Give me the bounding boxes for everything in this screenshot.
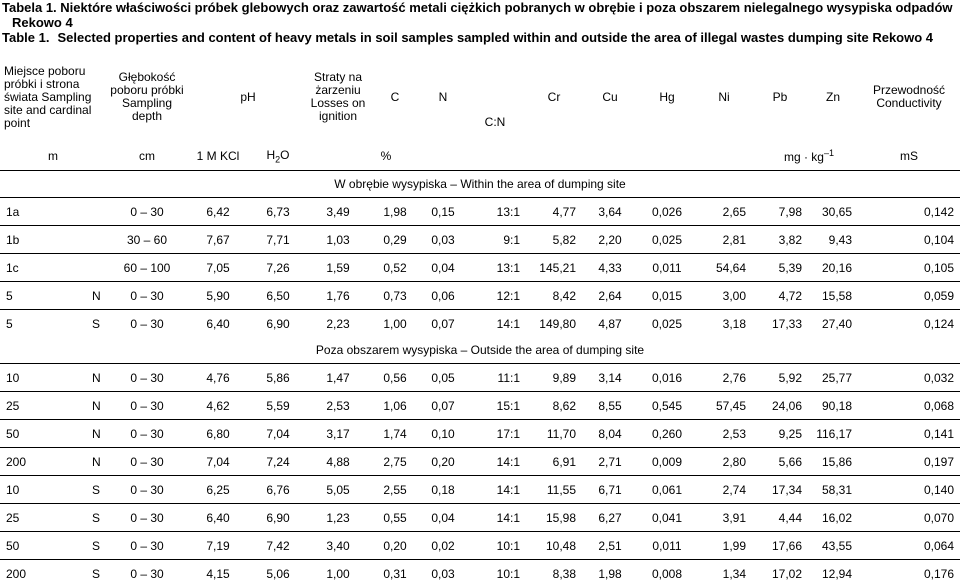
cell-c: 0,31 bbox=[368, 560, 422, 587]
cell-cn: 12:1 bbox=[464, 282, 526, 310]
cell-h2o: 5,86 bbox=[248, 364, 308, 392]
cell-cr: 4,77 bbox=[526, 198, 582, 226]
cell-cond: 0,142 bbox=[858, 198, 960, 226]
table-row bbox=[0, 392, 960, 420]
cell-ni: 2,65 bbox=[696, 198, 752, 226]
cell-cr: 8,42 bbox=[526, 282, 582, 310]
table-row bbox=[0, 476, 960, 504]
cell-loi: 1,23 bbox=[308, 504, 368, 532]
unit-percent: % bbox=[308, 142, 464, 171]
cell-cu: 8,04 bbox=[582, 420, 638, 448]
cell-cond: 0,068 bbox=[858, 392, 960, 420]
cell-dir: S bbox=[86, 532, 106, 560]
unit-mgkg-text: mg · kg bbox=[784, 150, 824, 164]
cell-loi: 2,53 bbox=[308, 392, 368, 420]
cell-dir: S bbox=[86, 504, 106, 532]
cell-cn: 17:1 bbox=[464, 420, 526, 448]
cell-cond: 0,059 bbox=[858, 282, 960, 310]
table-row bbox=[0, 226, 960, 254]
header-row bbox=[0, 52, 960, 142]
cell-c: 2,55 bbox=[368, 476, 422, 504]
cell-c: 2,75 bbox=[368, 448, 422, 476]
cell-hg: 0,061 bbox=[638, 476, 696, 504]
cell-cr: 10,48 bbox=[526, 532, 582, 560]
cell-h2o: 6,50 bbox=[248, 282, 308, 310]
cell-depth: 0 – 30 bbox=[106, 504, 188, 532]
cell-dir bbox=[86, 198, 106, 226]
unit-site: m bbox=[0, 142, 106, 171]
table-caption-polish: Tabela 1. Niektóre właściwości próbek glebowych oraz zawartość metali ciężkich pobranych w obrębie i poza obszarem nielegalnego wysypiska odpadów bbox=[2, 0, 953, 15]
cell-dir bbox=[86, 254, 106, 282]
cell-kcl: 7,04 bbox=[188, 448, 248, 476]
cell-kcl: 6,40 bbox=[188, 310, 248, 338]
cell-zn: 20,16 bbox=[808, 254, 858, 282]
table-caption-polish-line2: Rekowo 4 bbox=[12, 15, 73, 30]
header-site: Miejsce poboru próbki i strona świata Sampling site and cardinal point bbox=[0, 52, 106, 142]
cell-cn: 11:1 bbox=[464, 364, 526, 392]
cell-zn: 12,94 bbox=[808, 560, 858, 587]
unit-h2o bbox=[248, 142, 308, 171]
cell-kcl: 6,42 bbox=[188, 198, 248, 226]
cell-cu: 4,87 bbox=[582, 310, 638, 338]
cell-cu: 8,55 bbox=[582, 392, 638, 420]
cell-cond: 0,197 bbox=[858, 448, 960, 476]
cell-kcl: 6,80 bbox=[188, 420, 248, 448]
cell-loi: 3,40 bbox=[308, 532, 368, 560]
unit-ms: mS bbox=[858, 142, 960, 171]
cell-cu: 1,98 bbox=[582, 560, 638, 587]
cell-pb: 5,39 bbox=[752, 254, 808, 282]
header-cn: C:N bbox=[464, 52, 526, 171]
header-ni: Ni bbox=[696, 52, 752, 142]
cell-c: 0,73 bbox=[368, 282, 422, 310]
cell-c: 0,52 bbox=[368, 254, 422, 282]
cell-site: 25 bbox=[0, 392, 86, 420]
cell-site: 200 bbox=[0, 560, 86, 587]
cell-kcl: 5,90 bbox=[188, 282, 248, 310]
cell-cu: 2,71 bbox=[582, 448, 638, 476]
cell-h2o: 6,90 bbox=[248, 310, 308, 338]
header-cu: Cu bbox=[582, 52, 638, 142]
cell-ni: 3,00 bbox=[696, 282, 752, 310]
cell-n: 0,03 bbox=[422, 560, 464, 587]
cell-cn: 9:1 bbox=[464, 226, 526, 254]
cell-loi: 4,88 bbox=[308, 448, 368, 476]
cell-ni: 2,76 bbox=[696, 364, 752, 392]
cell-hg: 0,026 bbox=[638, 198, 696, 226]
unit-depth: cm bbox=[106, 142, 188, 171]
cell-depth: 0 – 30 bbox=[106, 560, 188, 587]
cell-loi: 1,76 bbox=[308, 282, 368, 310]
cell-ni: 3,18 bbox=[696, 310, 752, 338]
cell-cn: 15:1 bbox=[464, 392, 526, 420]
header-ph: pH bbox=[188, 52, 308, 142]
unit-mgkg-sup: –1 bbox=[824, 148, 834, 158]
cell-zn: 58,31 bbox=[808, 476, 858, 504]
cell-c: 0,29 bbox=[368, 226, 422, 254]
cell-pb: 17,34 bbox=[752, 476, 808, 504]
cell-depth: 0 – 30 bbox=[106, 198, 188, 226]
cell-n: 0,03 bbox=[422, 226, 464, 254]
cell-loi: 3,49 bbox=[308, 198, 368, 226]
cell-n: 0,06 bbox=[422, 282, 464, 310]
cell-hg: 0,016 bbox=[638, 364, 696, 392]
cell-depth: 0 – 30 bbox=[106, 392, 188, 420]
cell-h2o: 7,04 bbox=[248, 420, 308, 448]
cell-dir bbox=[86, 226, 106, 254]
cell-h2o: 6,73 bbox=[248, 198, 308, 226]
cell-dir: S bbox=[86, 476, 106, 504]
header-n: N bbox=[422, 52, 464, 142]
header-conductivity: Przewodność Conductivity bbox=[858, 52, 960, 142]
section-within-label: W obrębie wysypiska – Within the area of dumping site bbox=[0, 171, 960, 198]
cell-cn: 14:1 bbox=[464, 476, 526, 504]
cell-dir: N bbox=[86, 364, 106, 392]
cell-n: 0,18 bbox=[422, 476, 464, 504]
cell-hg: 0,545 bbox=[638, 392, 696, 420]
cell-cu: 2,51 bbox=[582, 532, 638, 560]
cell-cu: 6,27 bbox=[582, 504, 638, 532]
outside-rows bbox=[0, 364, 960, 587]
cell-cond: 0,141 bbox=[858, 420, 960, 448]
cell-cn: 14:1 bbox=[464, 310, 526, 338]
cell-n: 0,10 bbox=[422, 420, 464, 448]
table-row bbox=[0, 448, 960, 476]
cell-dir: N bbox=[86, 392, 106, 420]
cell-ni: 57,45 bbox=[696, 392, 752, 420]
cell-cr: 6,91 bbox=[526, 448, 582, 476]
cell-kcl: 6,40 bbox=[188, 504, 248, 532]
cell-cr: 9,89 bbox=[526, 364, 582, 392]
cell-pb: 24,06 bbox=[752, 392, 808, 420]
cell-cr: 149,80 bbox=[526, 310, 582, 338]
cell-cr: 5,82 bbox=[526, 226, 582, 254]
cell-pb: 3,82 bbox=[752, 226, 808, 254]
cell-cn: 14:1 bbox=[464, 448, 526, 476]
header-hg: Hg bbox=[638, 52, 696, 142]
header-pb: Pb bbox=[752, 52, 808, 142]
cell-hg: 0,025 bbox=[638, 226, 696, 254]
cell-zn: 9,43 bbox=[808, 226, 858, 254]
cell-cn: 13:1 bbox=[464, 198, 526, 226]
cell-cond: 0,105 bbox=[858, 254, 960, 282]
cell-zn: 15,58 bbox=[808, 282, 858, 310]
cell-pb: 5,92 bbox=[752, 364, 808, 392]
cell-loi: 1,47 bbox=[308, 364, 368, 392]
cell-depth: 30 – 60 bbox=[106, 226, 188, 254]
cell-loi: 1,00 bbox=[308, 560, 368, 587]
cell-n: 0,15 bbox=[422, 198, 464, 226]
within-rows bbox=[0, 198, 960, 338]
cell-c: 0,20 bbox=[368, 532, 422, 560]
cell-n: 0,07 bbox=[422, 310, 464, 338]
cell-ni: 2,80 bbox=[696, 448, 752, 476]
table-row bbox=[0, 560, 960, 587]
cell-cu: 4,33 bbox=[582, 254, 638, 282]
cell-site: 50 bbox=[0, 532, 86, 560]
cell-depth: 0 – 30 bbox=[106, 476, 188, 504]
header-c: C bbox=[368, 52, 422, 142]
cell-loi: 2,23 bbox=[308, 310, 368, 338]
cell-h2o: 6,90 bbox=[248, 504, 308, 532]
cell-depth: 60 – 100 bbox=[106, 254, 188, 282]
cell-c: 1,98 bbox=[368, 198, 422, 226]
cell-pb: 17,02 bbox=[752, 560, 808, 587]
cell-cond: 0,064 bbox=[858, 532, 960, 560]
cell-ni: 1,34 bbox=[696, 560, 752, 587]
cell-pb: 17,66 bbox=[752, 532, 808, 560]
cell-h2o: 7,24 bbox=[248, 448, 308, 476]
cell-cn: 10:1 bbox=[464, 560, 526, 587]
cell-hg: 0,011 bbox=[638, 532, 696, 560]
header-loi: Straty na żarzeniu Losses on ignition bbox=[308, 52, 368, 142]
cell-n: 0,04 bbox=[422, 254, 464, 282]
table-row bbox=[0, 420, 960, 448]
cell-hg: 0,011 bbox=[638, 254, 696, 282]
table-row bbox=[0, 198, 960, 226]
cell-cr: 11,70 bbox=[526, 420, 582, 448]
cell-site: 1c bbox=[0, 254, 86, 282]
cell-ni: 54,64 bbox=[696, 254, 752, 282]
cell-ni: 2,74 bbox=[696, 476, 752, 504]
cell-depth: 0 – 30 bbox=[106, 448, 188, 476]
cell-zn: 27,40 bbox=[808, 310, 858, 338]
table-row bbox=[0, 532, 960, 560]
cell-cu: 3,14 bbox=[582, 364, 638, 392]
caption-english-text: Selected properties and content of heavy metals in soil samples sampled within and outside the area of illegal wastes dumping site Rekowo 4 bbox=[57, 30, 933, 45]
cell-loi: 1,03 bbox=[308, 226, 368, 254]
unit-h2o-h: H bbox=[266, 148, 275, 162]
cell-cn: 10:1 bbox=[464, 532, 526, 560]
cell-dir: N bbox=[86, 448, 106, 476]
cell-site: 200 bbox=[0, 448, 86, 476]
table-row bbox=[0, 310, 960, 338]
cell-hg: 0,025 bbox=[638, 310, 696, 338]
cell-kcl: 4,62 bbox=[188, 392, 248, 420]
cell-ni: 1,99 bbox=[696, 532, 752, 560]
header-depth: Głębokość poboru próbki Sampling depth bbox=[106, 52, 188, 142]
cell-cond: 0,176 bbox=[858, 560, 960, 587]
cell-n: 0,05 bbox=[422, 364, 464, 392]
cell-zn: 16,02 bbox=[808, 504, 858, 532]
table-row bbox=[0, 282, 960, 310]
cell-pb: 5,66 bbox=[752, 448, 808, 476]
cell-c: 1,06 bbox=[368, 392, 422, 420]
cell-zn: 90,18 bbox=[808, 392, 858, 420]
cell-ni: 2,81 bbox=[696, 226, 752, 254]
cell-h2o: 5,59 bbox=[248, 392, 308, 420]
cell-dir: S bbox=[86, 560, 106, 587]
cell-dir: N bbox=[86, 420, 106, 448]
cell-hg: 0,008 bbox=[638, 560, 696, 587]
cell-zn: 30,65 bbox=[808, 198, 858, 226]
cell-kcl: 6,25 bbox=[188, 476, 248, 504]
cell-cr: 15,98 bbox=[526, 504, 582, 532]
cell-loi: 1,59 bbox=[308, 254, 368, 282]
cell-depth: 0 – 30 bbox=[106, 282, 188, 310]
cell-dir: N bbox=[86, 282, 106, 310]
cell-hg: 0,015 bbox=[638, 282, 696, 310]
cell-h2o: 5,06 bbox=[248, 560, 308, 587]
section-row-within bbox=[0, 171, 960, 198]
cell-cr: 8,38 bbox=[526, 560, 582, 587]
cell-h2o: 6,76 bbox=[248, 476, 308, 504]
cell-hg: 0,260 bbox=[638, 420, 696, 448]
cell-pb: 7,98 bbox=[752, 198, 808, 226]
unit-h2o-sub: 2 bbox=[275, 154, 280, 164]
cell-n: 0,02 bbox=[422, 532, 464, 560]
section-row-outside bbox=[0, 337, 960, 364]
cell-depth: 0 – 30 bbox=[106, 532, 188, 560]
cell-zn: 116,17 bbox=[808, 420, 858, 448]
cell-ni: 2,53 bbox=[696, 420, 752, 448]
cell-zn: 43,55 bbox=[808, 532, 858, 560]
cell-kcl: 4,15 bbox=[188, 560, 248, 587]
cell-cr: 145,21 bbox=[526, 254, 582, 282]
cell-pb: 4,44 bbox=[752, 504, 808, 532]
cell-cn: 14:1 bbox=[464, 504, 526, 532]
cell-zn: 15,86 bbox=[808, 448, 858, 476]
cell-kcl: 7,67 bbox=[188, 226, 248, 254]
caption-table-number: Table 1. bbox=[2, 30, 49, 45]
cell-n: 0,20 bbox=[422, 448, 464, 476]
cell-cn: 13:1 bbox=[464, 254, 526, 282]
cell-site: 1a bbox=[0, 198, 86, 226]
table-caption-english bbox=[2, 30, 933, 45]
cell-cu: 6,71 bbox=[582, 476, 638, 504]
cell-depth: 0 – 30 bbox=[106, 364, 188, 392]
cell-pb: 17,33 bbox=[752, 310, 808, 338]
unit-mgkg bbox=[526, 142, 858, 171]
cell-cu: 3,64 bbox=[582, 198, 638, 226]
cell-cond: 0,124 bbox=[858, 310, 960, 338]
cell-c: 0,56 bbox=[368, 364, 422, 392]
soil-properties-table bbox=[0, 52, 960, 587]
cell-depth: 0 – 30 bbox=[106, 310, 188, 338]
table-row bbox=[0, 504, 960, 532]
table-row bbox=[0, 364, 960, 392]
cell-h2o: 7,26 bbox=[248, 254, 308, 282]
unit-kcl: 1 M KCl bbox=[188, 142, 248, 171]
cell-loi: 5,05 bbox=[308, 476, 368, 504]
header-zn: Zn bbox=[808, 52, 858, 142]
cell-hg: 0,009 bbox=[638, 448, 696, 476]
cell-dir: S bbox=[86, 310, 106, 338]
cell-site: 5 bbox=[0, 310, 86, 338]
unit-h2o-o: O bbox=[280, 148, 289, 162]
cell-site: 1b bbox=[0, 226, 86, 254]
cell-c: 0,55 bbox=[368, 504, 422, 532]
table-row bbox=[0, 254, 960, 282]
cell-depth: 0 – 30 bbox=[106, 420, 188, 448]
cell-site: 10 bbox=[0, 476, 86, 504]
cell-kcl: 7,05 bbox=[188, 254, 248, 282]
cell-cr: 11,55 bbox=[526, 476, 582, 504]
cell-hg: 0,041 bbox=[638, 504, 696, 532]
cell-site: 25 bbox=[0, 504, 86, 532]
header-cr: Cr bbox=[526, 52, 582, 142]
cell-pb: 9,25 bbox=[752, 420, 808, 448]
cell-ni: 3,91 bbox=[696, 504, 752, 532]
cell-c: 1,00 bbox=[368, 310, 422, 338]
cell-site: 10 bbox=[0, 364, 86, 392]
cell-pb: 4,72 bbox=[752, 282, 808, 310]
section-outside-label: Poza obszarem wysypiska – Outside the area of dumping site bbox=[0, 337, 960, 364]
cell-cond: 0,104 bbox=[858, 226, 960, 254]
cell-cond: 0,032 bbox=[858, 364, 960, 392]
cell-n: 0,07 bbox=[422, 392, 464, 420]
cell-loi: 3,17 bbox=[308, 420, 368, 448]
cell-site: 5 bbox=[0, 282, 86, 310]
cell-cu: 2,20 bbox=[582, 226, 638, 254]
cell-kcl: 7,19 bbox=[188, 532, 248, 560]
cell-cond: 0,070 bbox=[858, 504, 960, 532]
cell-kcl: 4,76 bbox=[188, 364, 248, 392]
cell-cu: 2,64 bbox=[582, 282, 638, 310]
cell-c: 1,74 bbox=[368, 420, 422, 448]
cell-h2o: 7,71 bbox=[248, 226, 308, 254]
cell-h2o: 7,42 bbox=[248, 532, 308, 560]
cell-n: 0,04 bbox=[422, 504, 464, 532]
cell-cond: 0,140 bbox=[858, 476, 960, 504]
cell-site: 50 bbox=[0, 420, 86, 448]
cell-zn: 25,77 bbox=[808, 364, 858, 392]
cell-cr: 8,62 bbox=[526, 392, 582, 420]
